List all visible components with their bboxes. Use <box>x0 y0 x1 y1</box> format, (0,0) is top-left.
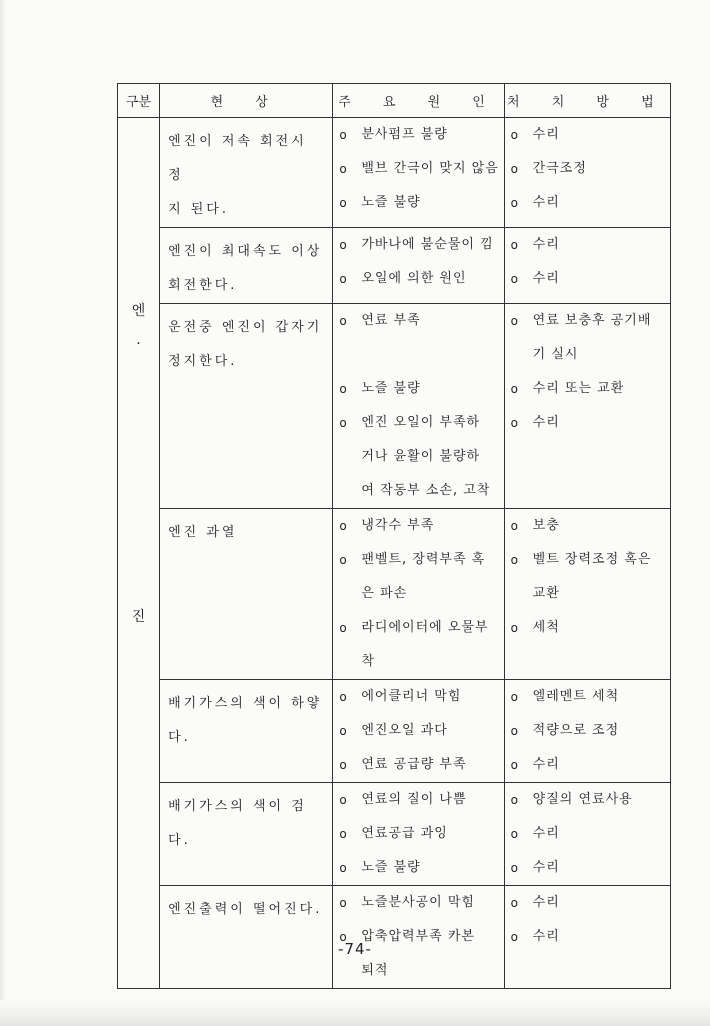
phenomenon-cell <box>160 886 333 989</box>
cause-cell <box>333 680 504 783</box>
phenomenon-text: 정지한다. <box>168 354 238 369</box>
cause-cell <box>333 509 504 680</box>
table-body <box>118 118 671 989</box>
remedy-item <box>511 509 666 543</box>
bullet-icon: o <box>510 553 520 567</box>
remedy-text: 세척 <box>532 620 560 635</box>
remedy-item <box>511 304 666 338</box>
header-category: 구분 <box>118 84 160 118</box>
phenomenon-text: 엔진출력이 떨어진다. <box>168 902 323 917</box>
cause-item <box>339 152 499 186</box>
troubleshooting-table <box>117 83 671 989</box>
remedy-cell <box>504 783 670 886</box>
bullet-icon: o <box>339 896 348 910</box>
bullet-icon: o <box>339 382 348 396</box>
phenomenon-text: 엔진이 저속 회전시 정 <box>168 134 307 183</box>
table-row <box>118 509 671 680</box>
bullet-icon: o <box>339 758 348 772</box>
remedy-text: 수리 <box>532 237 560 252</box>
phenomenon-cell <box>160 680 333 783</box>
bullet-icon: o <box>510 128 520 142</box>
remedy-item <box>511 851 666 885</box>
table-row <box>118 118 671 228</box>
cause-text: 거나 윤활이 불량하 <box>361 449 481 464</box>
remedy-item <box>511 406 666 440</box>
cause-item <box>339 262 499 296</box>
bullet-icon: o <box>339 690 348 704</box>
page-number: -74- <box>338 940 372 958</box>
remedy-text: 기 실시 <box>532 347 579 362</box>
cause-item <box>339 440 499 474</box>
bullet-icon: o <box>339 196 348 210</box>
cause-text: 가바나에 불순물이 낌 <box>361 237 494 252</box>
bullet-icon: o <box>339 827 348 841</box>
cause-text: 라디에이터에 오물부착 <box>361 620 489 669</box>
remedy-text: 간극조정 <box>532 161 587 176</box>
cause-item <box>339 817 499 851</box>
cause-item <box>339 543 499 577</box>
cause-text: 은 파손 <box>361 586 408 601</box>
cause-text: 팬벨트, 장력부족 혹 <box>361 552 486 567</box>
remedy-text: 보충 <box>532 518 560 533</box>
remedy-text: 수리 <box>532 929 560 944</box>
phenomenon-text: 운전중 엔진이 갑자기 <box>168 320 323 335</box>
cause-item <box>339 886 499 920</box>
cause-cell <box>333 118 504 228</box>
table-row <box>118 304 671 509</box>
header-remedy: 처 치 방 법 <box>504 84 670 118</box>
remedy-item <box>511 262 666 296</box>
remedy-text: 벨트 장력조정 혹은 <box>532 552 652 567</box>
cause-item <box>339 680 499 714</box>
cause-item <box>339 304 499 338</box>
remedy-text: 수리 <box>532 195 560 210</box>
cause-text: 분사펌프 불량 <box>361 127 448 142</box>
remedy-item <box>511 748 666 782</box>
cause-item <box>339 611 499 679</box>
bullet-icon: o <box>339 416 348 430</box>
cause-item <box>339 748 499 782</box>
phenomenon-text: 다. <box>168 730 191 745</box>
cause-text: 연료 공급량 부족 <box>361 757 467 772</box>
cause-text: 에어클리너 막힘 <box>361 689 462 704</box>
remedy-text: 연료 보충후 공기배 <box>532 313 652 328</box>
phenomenon-text: 지 된다. <box>168 202 230 217</box>
scan-edge <box>0 0 6 1026</box>
remedy-text: 양질의 연료사용 <box>532 792 633 807</box>
remedy-item <box>511 186 666 220</box>
cause-cell <box>333 783 504 886</box>
remedy-cell <box>504 680 670 783</box>
cause-text: 밸브 간극이 맞지 않음 <box>361 161 499 176</box>
remedy-text: 수리 <box>532 860 560 875</box>
bullet-icon: o <box>510 758 520 772</box>
bullet-icon: o <box>510 793 520 807</box>
header-row <box>118 84 671 118</box>
remedy-item <box>511 152 666 186</box>
cause-text: 엔진오일 과다 <box>361 723 448 738</box>
cause-item <box>339 406 499 440</box>
bullet-icon: o <box>510 314 520 328</box>
cause-cell <box>333 228 504 304</box>
cause-text: 연료 부족 <box>361 313 421 328</box>
bullet-icon: o <box>510 196 520 210</box>
remedy-text: 수리 <box>532 757 560 772</box>
cause-item <box>339 714 499 748</box>
cause-text: 노즐 불량 <box>361 195 421 210</box>
header-cause: 주 요 원 인 <box>333 84 504 118</box>
bullet-icon: o <box>510 827 520 841</box>
cause-item <box>339 118 499 152</box>
blank-line <box>339 338 499 372</box>
phenomenon-text: 배기가스의 색이 하얗 <box>168 696 323 711</box>
cause-item <box>339 372 499 406</box>
bullet-icon: o <box>510 416 520 430</box>
remedy-cell <box>504 304 670 509</box>
cause-text: 냉각수 부족 <box>361 518 435 533</box>
bullet-icon: o <box>339 793 348 807</box>
cause-text: 압축압력부족 카본 <box>361 929 475 944</box>
bullet-icon: o <box>510 724 520 738</box>
bullet-icon: o <box>510 690 520 704</box>
category-char: 엔 <box>131 303 146 319</box>
remedy-text: 수리 <box>532 826 560 841</box>
remedy-item <box>511 118 666 152</box>
bullet-icon: o <box>339 314 348 328</box>
phenomenon-cell <box>160 509 333 680</box>
cause-text: 노즐 불량 <box>361 381 421 396</box>
table-row <box>118 886 671 989</box>
table-row <box>118 783 671 886</box>
bullet-icon: o <box>510 930 520 944</box>
remedy-text: 수리 <box>532 271 560 286</box>
bullet-icon: o <box>339 621 348 635</box>
remedy-item <box>511 886 666 920</box>
bullet-icon: o <box>510 519 520 533</box>
remedy-text: 수리 또는 교환 <box>532 381 625 396</box>
remedy-item <box>511 543 666 577</box>
phenomenon-cell <box>160 118 333 228</box>
remedy-item <box>511 372 666 406</box>
remedy-text: 적량으로 조정 <box>532 723 620 738</box>
cause-item <box>339 509 499 543</box>
cause-text: 연료공급 과잉 <box>361 826 448 841</box>
phenomenon-text: 엔진 과열 <box>168 525 238 540</box>
cause-item <box>339 577 499 611</box>
remedy-text: 엘레멘트 세척 <box>532 689 620 704</box>
phenomenon-text: 회전한다. <box>168 278 238 293</box>
bullet-icon: o <box>339 162 348 176</box>
remedy-cell <box>504 886 670 989</box>
bullet-icon: o <box>339 519 348 533</box>
bullet-icon: o <box>339 272 348 286</box>
cause-text: 연료의 질이 나쁨 <box>361 792 467 807</box>
bullet-icon: o <box>339 238 348 252</box>
remedy-item <box>511 577 666 611</box>
remedy-text: 수리 <box>532 895 560 910</box>
bullet-icon: o <box>510 272 520 286</box>
phenomenon-cell <box>160 783 333 886</box>
bullet-icon: o <box>510 238 520 252</box>
cause-item <box>339 783 499 817</box>
remedy-item <box>511 783 666 817</box>
table-row <box>118 228 671 304</box>
cause-item <box>339 474 499 508</box>
bullet-icon: o <box>339 724 348 738</box>
remedy-cell <box>504 118 670 228</box>
bullet-icon: o <box>339 128 348 142</box>
bullet-icon: o <box>339 930 348 944</box>
bullet-icon: o <box>510 861 520 875</box>
cause-item <box>339 954 499 988</box>
cause-item <box>339 228 499 262</box>
bullet-icon: o <box>510 621 520 635</box>
cause-text: 오일에 의한 원인 <box>361 271 467 286</box>
remedy-text: 수리 <box>532 127 560 142</box>
remedy-item <box>511 338 666 372</box>
category-cell <box>118 118 160 989</box>
phenomenon-cell <box>160 304 333 509</box>
scan-edge-bottom <box>0 1000 710 1026</box>
phenomenon-text: 배기가스의 색이 검다. <box>168 799 307 848</box>
remedy-cell <box>504 228 670 304</box>
bullet-icon: o <box>510 382 520 396</box>
bullet-icon: o <box>510 162 520 176</box>
bullet-icon: o <box>510 896 520 910</box>
category-char: · <box>136 336 141 352</box>
remedy-item <box>511 817 666 851</box>
cause-text: 퇴적 <box>361 963 389 978</box>
remedy-text: 수리 <box>532 415 560 430</box>
cause-text: 엔진 오일이 부족하 <box>361 415 481 430</box>
phenomenon-cell <box>160 228 333 304</box>
category-char: 진 <box>131 609 146 625</box>
cause-text: 노즐 불량 <box>361 860 421 875</box>
cause-cell <box>333 886 504 989</box>
cause-item <box>339 186 499 220</box>
cause-text: 여 작동부 소손, 고착 <box>361 483 491 498</box>
remedy-item <box>511 611 666 645</box>
remedy-text: 교환 <box>532 586 560 601</box>
remedy-item <box>511 714 666 748</box>
cause-item <box>339 851 499 885</box>
remedy-item <box>511 680 666 714</box>
table-row <box>118 680 671 783</box>
remedy-item <box>511 228 666 262</box>
cause-text: 노즐분사공이 막힘 <box>361 895 475 910</box>
cause-cell <box>333 304 504 509</box>
phenomenon-text: 엔진이 최대속도 이상 <box>168 244 323 259</box>
bullet-icon: o <box>339 861 348 875</box>
header-phenomenon: 현 상 <box>160 84 333 118</box>
remedy-cell <box>504 509 670 680</box>
bullet-icon: o <box>339 553 348 567</box>
